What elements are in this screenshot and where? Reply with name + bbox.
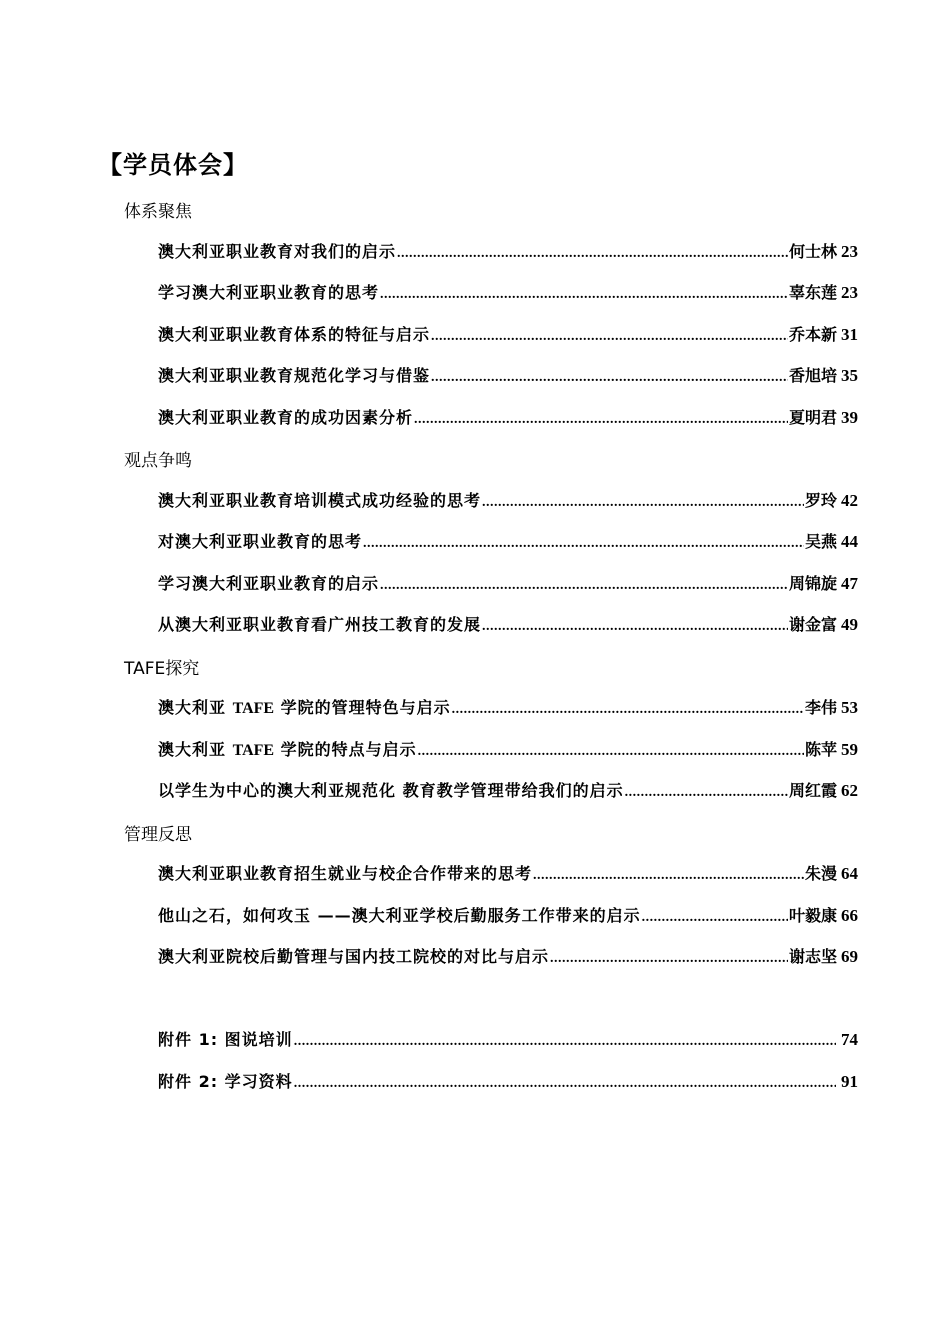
entry-author: 李伟	[804, 698, 837, 717]
entry-page: 23	[841, 242, 858, 261]
dot-leader	[625, 785, 788, 801]
toc-entry[interactable]	[158, 488, 858, 512]
entry-author: 吴燕	[804, 532, 837, 551]
entry-title: 从澳大利亚职业教育看广州技工教育的发展	[158, 615, 482, 634]
entry-author: 朱漫	[804, 864, 837, 883]
entry-author: 辜东莲	[788, 283, 837, 302]
entry-title: 他山之石，如何攻玉 ——澳大利亚学校后勤服务工作带来的启示	[158, 906, 641, 925]
entry-title: 澳大利亚院校后勤管理与国内技工院校的对比与启示	[158, 947, 550, 966]
entry-page: 44	[841, 532, 858, 551]
dot-leader	[380, 287, 788, 303]
entry-title-part: TAFE	[232, 742, 275, 759]
entry-author: 罗玲	[804, 491, 837, 510]
toc-entry[interactable]	[158, 363, 858, 387]
dot-leader	[642, 910, 788, 926]
entry-title: 澳大利亚职业教育培训模式成功经验的思考	[158, 491, 482, 510]
dot-leader	[550, 951, 788, 967]
appendix-page: 74	[841, 1030, 858, 1049]
entry-page: 69	[841, 947, 858, 966]
toc-entry[interactable]	[158, 239, 858, 263]
entry-author: 周红霞	[788, 781, 837, 800]
toc-entry[interactable]	[158, 944, 858, 968]
section-label: 观点争鸣	[124, 451, 192, 471]
entry-author: 谢志坚	[788, 947, 837, 966]
entry-author: 谢金富	[788, 615, 837, 634]
dot-leader	[380, 578, 788, 594]
entry-page: 39	[841, 408, 858, 427]
section-label: TAFE探究	[124, 659, 200, 679]
entry-page: 66	[841, 906, 858, 925]
entry-page: 53	[841, 698, 858, 717]
entry-title-part: 澳大利亚	[158, 698, 233, 717]
entry-title: 澳大利亚职业教育规范化学习与借鉴	[158, 366, 431, 385]
entry-title	[158, 695, 451, 718]
entry-author: 乔本新	[788, 325, 837, 344]
entry-page: 42	[841, 491, 858, 510]
entry-title: 以学生为中心的澳大利亚规范化 教育教学管理带给我们的启示	[158, 781, 624, 800]
entry-title: 澳大利亚职业教育的成功因素分析	[158, 408, 414, 427]
entry-title-part: 澳大利亚	[158, 740, 233, 759]
entry-page: 23	[841, 283, 858, 302]
appendix-title: 附件 1: 图说培训	[158, 1030, 293, 1049]
entry-author: 陈苹	[804, 740, 837, 759]
dot-leader	[363, 536, 804, 552]
dot-leader	[294, 1034, 836, 1050]
entry-title: 学习澳大利亚职业教育的启示	[158, 574, 380, 593]
entry-title: 澳大利亚职业教育体系的特征与启示	[158, 325, 431, 344]
dot-leader	[431, 370, 788, 386]
toc-entry[interactable]	[158, 903, 858, 927]
toc-heading: 【学员体会】	[98, 150, 248, 179]
entry-title: 澳大利亚职业教育对我们的启示	[158, 242, 397, 261]
entry-title-part: TAFE	[232, 700, 275, 717]
entry-page: 47	[841, 574, 858, 593]
dot-leader	[533, 868, 804, 884]
toc-entry[interactable]	[158, 529, 858, 553]
appendix-entry[interactable]	[158, 1027, 858, 1051]
toc-entry[interactable]	[158, 571, 858, 595]
toc-entry[interactable]	[158, 405, 858, 429]
entry-page: 59	[841, 740, 858, 759]
entry-author: 周锦旋	[788, 574, 837, 593]
entry-page: 31	[841, 325, 858, 344]
entry-author: 叶毅康	[788, 906, 837, 925]
entry-page: 35	[841, 366, 858, 385]
entry-title-part: 学院的管理特色与启示	[274, 698, 451, 717]
section-label: 管理反思	[124, 825, 192, 845]
entry-title-part: 学院的特点与启示	[274, 740, 417, 759]
entry-title: 学习澳大利亚职业教育的思考	[158, 283, 380, 302]
appendix-title: 附件 2: 学习资料	[158, 1072, 293, 1091]
dot-leader	[431, 329, 788, 345]
entry-author: 夏明君	[788, 408, 837, 427]
dot-leader	[294, 1076, 836, 1092]
appendix-page: 91	[841, 1072, 858, 1091]
entry-page: 64	[841, 864, 858, 883]
toc-entry[interactable]	[158, 612, 858, 636]
toc-entry[interactable]	[158, 737, 858, 761]
toc-entry[interactable]	[158, 778, 858, 802]
entry-page: 62	[841, 781, 858, 800]
toc-entry[interactable]	[158, 322, 858, 346]
dot-leader	[397, 246, 788, 262]
appendix-entry[interactable]	[158, 1069, 858, 1093]
toc-entry[interactable]	[158, 280, 858, 304]
dot-leader	[482, 495, 804, 511]
entry-title: 对澳大利亚职业教育的思考	[158, 532, 363, 551]
entry-author: 何士林	[788, 242, 837, 261]
dot-leader	[418, 744, 804, 760]
entry-page: 49	[841, 615, 858, 634]
entry-title: 澳大利亚职业教育招生就业与校企合作带来的思考	[158, 864, 533, 883]
dot-leader	[452, 702, 804, 718]
toc-entry[interactable]	[158, 861, 858, 885]
section-label: 体系聚焦	[124, 202, 192, 222]
toc-entry[interactable]	[158, 695, 858, 719]
entry-title	[158, 737, 417, 760]
dot-leader	[414, 412, 788, 428]
entry-author: 香旭培	[788, 366, 837, 385]
dot-leader	[482, 619, 788, 635]
